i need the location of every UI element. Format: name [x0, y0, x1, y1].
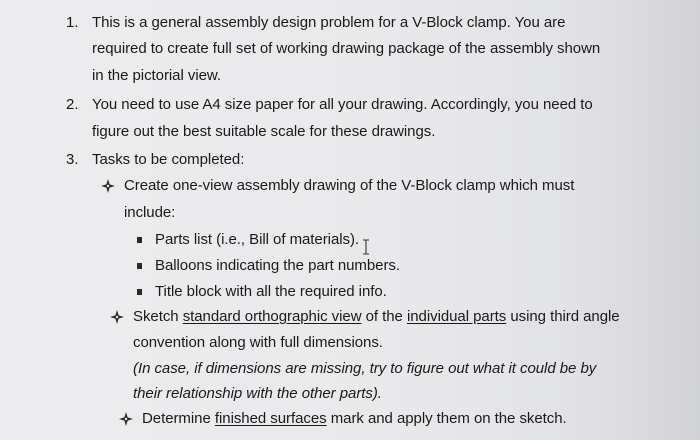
- task-3-line: [142, 410, 567, 428]
- task-2-note-line-2: their relationship with the other parts).: [133, 385, 382, 402]
- diamond-bullet-icon: [119, 412, 133, 426]
- task-3-text: Determine: [142, 410, 215, 427]
- individual-parts-underlined: individual parts: [406, 308, 507, 325]
- item-1-line-3: in the pictorial view.: [92, 67, 221, 84]
- subitem-parts-list: Parts list (i.e., Bill of materials).: [155, 231, 360, 248]
- square-bullet-icon: [137, 237, 142, 243]
- diamond-bullet-icon: [110, 310, 124, 324]
- task-2-text: Sketch: [133, 308, 183, 325]
- finished-surfaces-underlined: finished surfaces: [214, 410, 327, 427]
- diamond-bullet-icon: [101, 179, 115, 193]
- task-2-text: using third angle: [506, 308, 620, 325]
- item-number-1: 1.: [66, 14, 79, 31]
- item-number-2: 2.: [66, 96, 79, 113]
- item-3-line-1: Tasks to be completed:: [92, 151, 245, 168]
- item-number-3: 3.: [66, 151, 79, 168]
- task-2-line-1: [133, 308, 620, 326]
- task-2-text: of the: [361, 308, 407, 325]
- text-cursor-icon: [361, 239, 371, 255]
- orthographic-view-underlined: standard orthographic view: [182, 308, 362, 325]
- task-1-line-2: include:: [124, 204, 176, 221]
- item-1-line-2: required to create full set of working drawing package of the assembly shown: [92, 40, 601, 57]
- subitem-balloons: Balloons indicating the part numbers.: [155, 257, 400, 274]
- task-2-note-line-1: (In case, if dimensions are missing, try to figure out what it could be by: [133, 360, 597, 377]
- task-1-line-1: Create one-view assembly drawing of the V-Block clamp which must: [124, 177, 575, 194]
- square-bullet-icon: [137, 263, 142, 269]
- subitem-title-block: Title block with all the required info.: [155, 283, 387, 300]
- item-2-line-1: You need to use A4 size paper for all your drawing. Accordingly, you need to: [92, 96, 593, 113]
- task-2-line-2: convention along with full dimensions.: [133, 334, 383, 351]
- item-1-line-1: This is a general assembly design problem for a V-Block clamp. You are: [92, 14, 566, 31]
- square-bullet-icon: [137, 289, 142, 295]
- item-2-line-2: figure out the best suitable scale for these drawings.: [92, 123, 436, 140]
- task-3-text: mark and apply them on the sketch.: [326, 410, 567, 427]
